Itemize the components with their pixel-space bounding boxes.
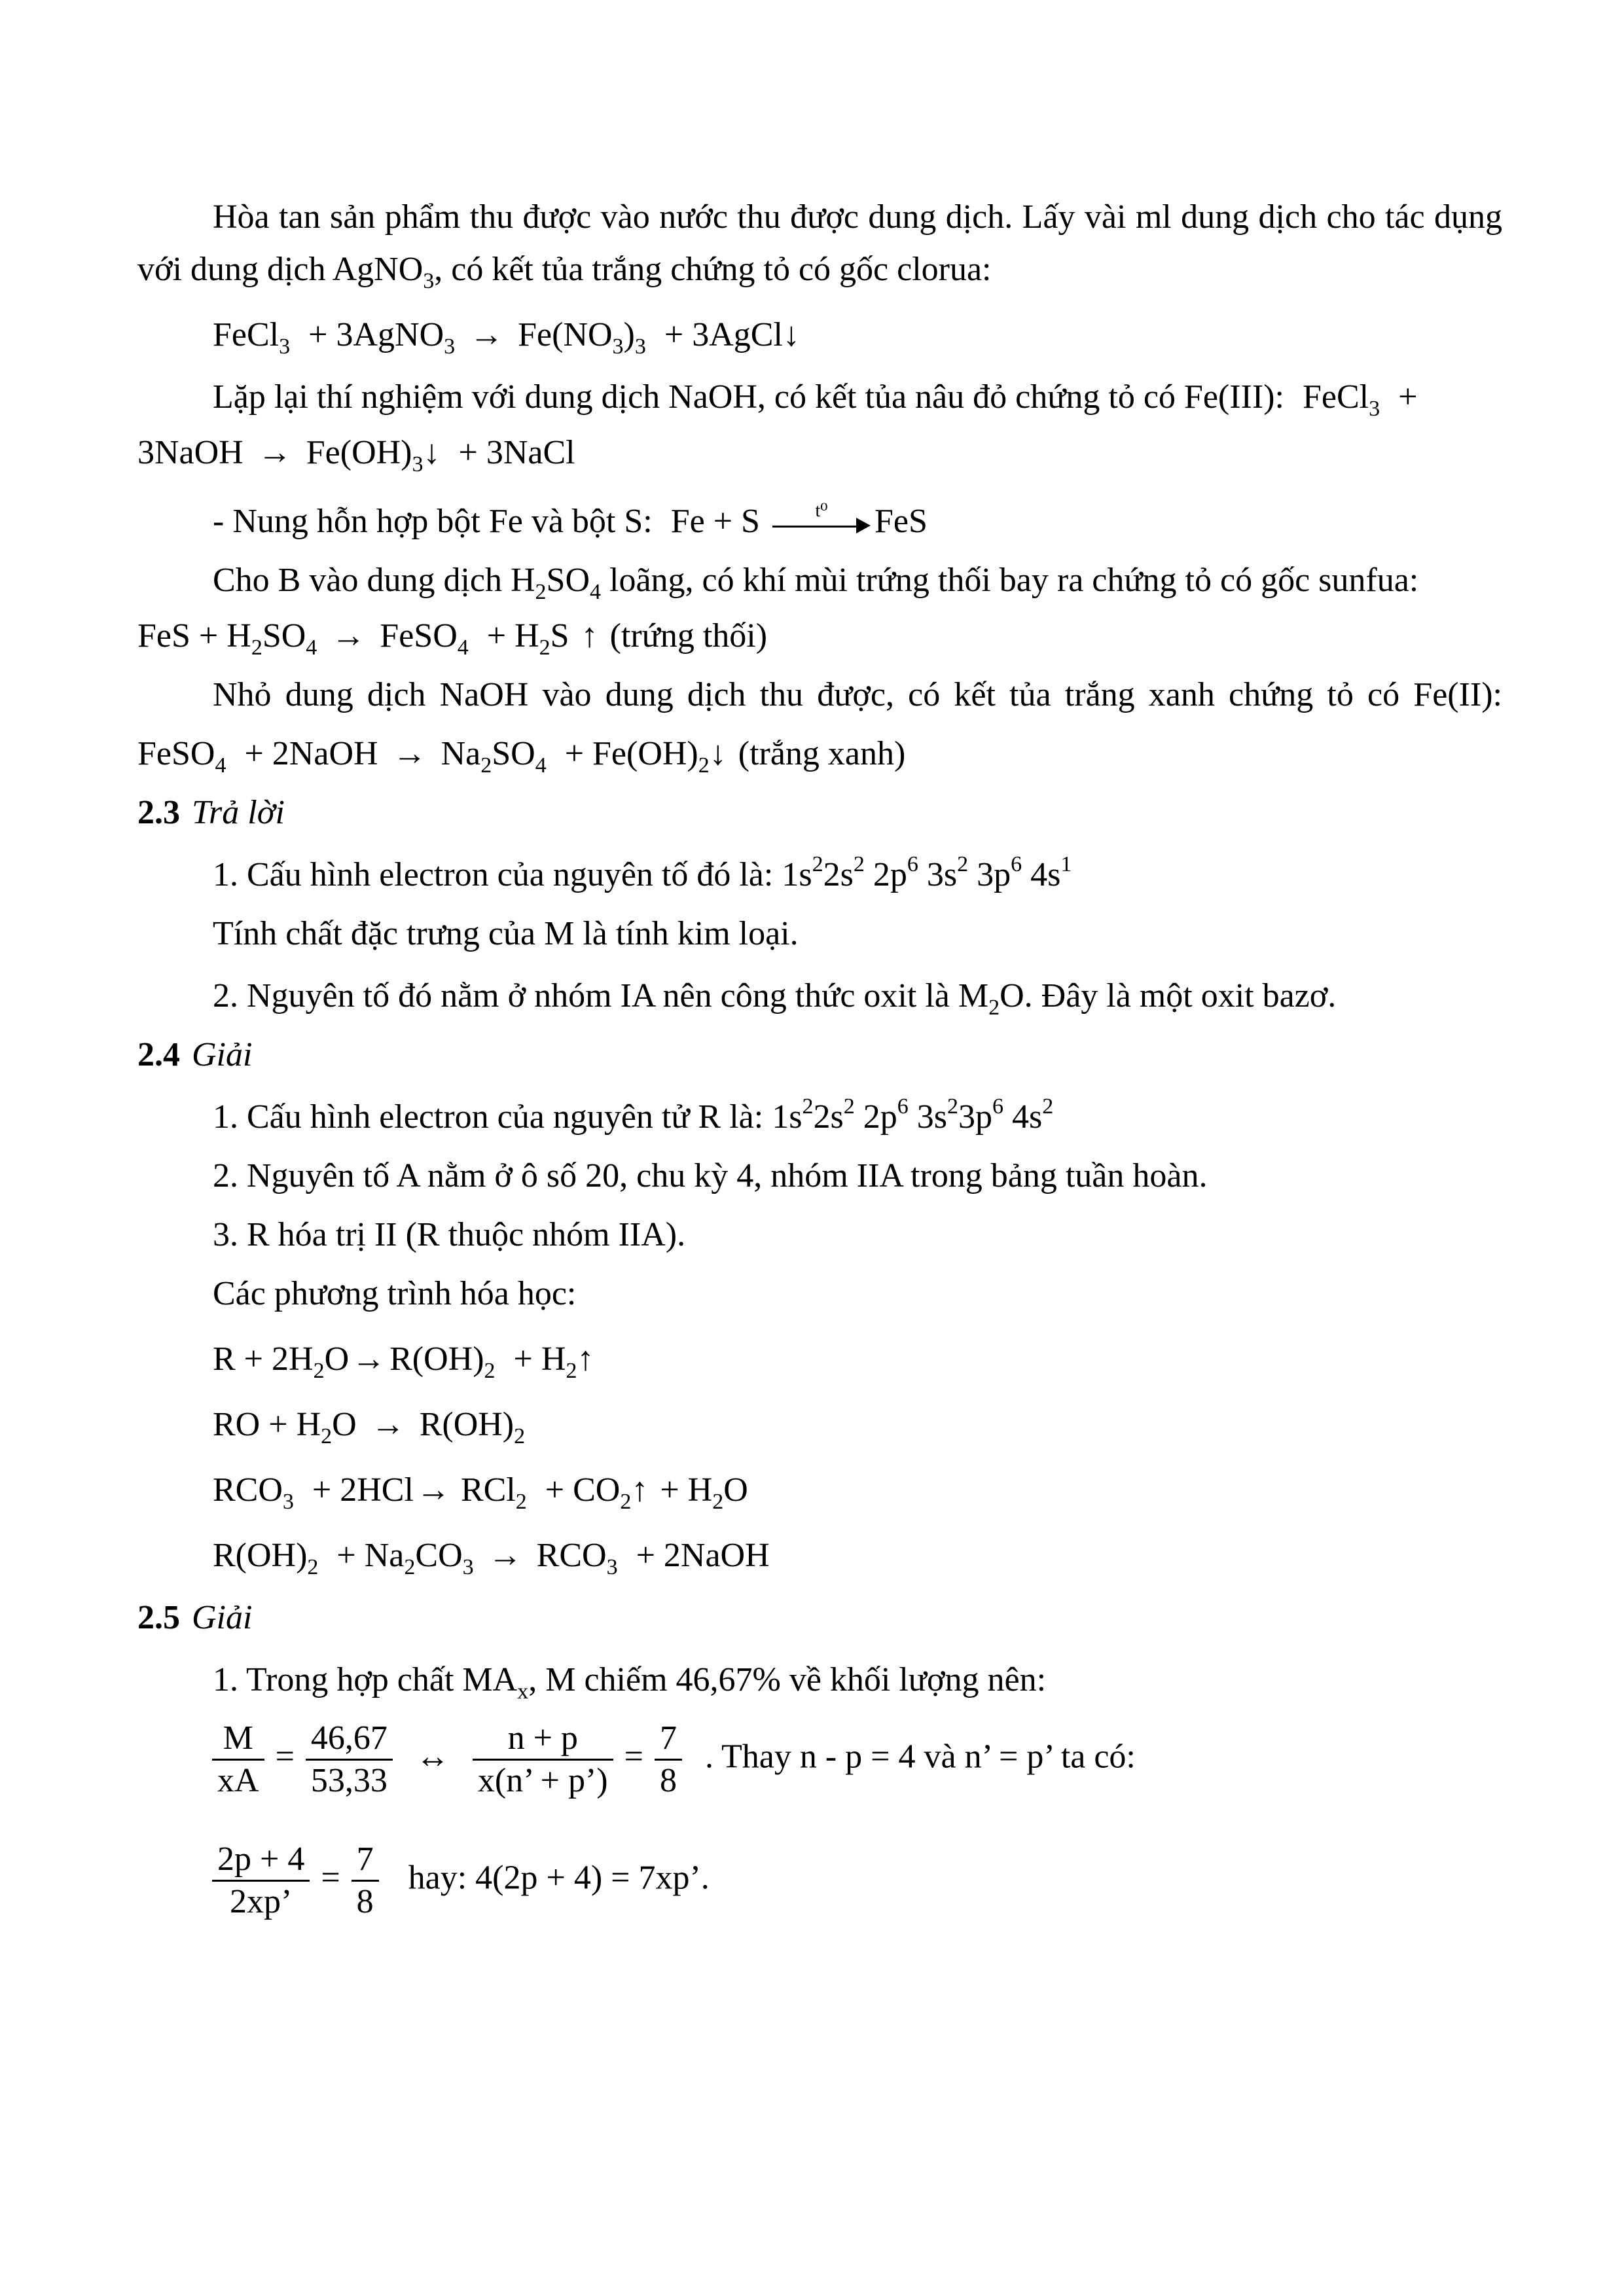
s23-oxide: 2. Nguyên tố đó nằm ở nhóm IA nên công thức oxit là $M_2O$. Đây là một oxit bazơ.: [213, 977, 1337, 1020]
section-2-4-heading: 2.4 Giải: [137, 1036, 253, 1073]
equation-roh2-na2co3: $R(OH)_2 + Na_2CO_3 \to RCO_3$ + 2NaOH: [213, 1537, 770, 1579]
equation-r-water: $R + 2H_2O\to R(OH)_2$ + $H_2↑$: [213, 1340, 594, 1383]
precipitate-down-arrow: ↓: [423, 434, 441, 471]
equation-fes-h2so4: FeS + $H_2SO_4$ → FeSO$_4$ + $H_2S$ ↑ (trứng thối): [137, 617, 768, 660]
para-dissolve-line2: với dung dịch AgNO$_3$, có kết tủa trắng chứng tỏ có gốc clorua:: [137, 251, 992, 293]
s24-equations-label: Các phương trình hóa học:: [213, 1275, 577, 1312]
heating-arrow: t⁰: [772, 501, 871, 543]
s25-fraction-equation: $\frac{M}{xA}$ = $\frac{46,67}{53,33}$ ↔ $\frac{n + p}{x(n’ + p’)}$ = $\frac{7}{8}$ . Thay n - p = 4 và n’ = p’ ta có:: [209, 1718, 1136, 1801]
s24-valence: 3. R hóa trị II (R thuộc nhóm IIA).: [213, 1216, 686, 1253]
s24-position: 2. Nguyên tố A nằm ở ô số 20, chu kỳ 4, nhóm IIA trong bảng tuần hoàn.: [213, 1157, 1208, 1194]
fraction-percent: $\frac{46,67}{53,33}$: [306, 1718, 393, 1801]
para-naoh-test-line2: 3NaOH → $Fe(OH)_3↓$ + 3NaCl: [137, 434, 575, 476]
fraction-7-8: $\frac{7}{8}$: [655, 1718, 682, 1801]
para-naoh-test-line1: Lặp lại thí nghiệm với dung dịch NaOH, có kết tủa nâu đỏ chứng tỏ có Fe(III): FeCl$_3$ +: [213, 378, 1418, 421]
equation-rco3-hcl: $RCO_3 + 2HCl\to RCl_2$ + $CO_2↑ + H_2O$: [213, 1471, 748, 1514]
s23-electron-config: 1. Cấu hình electron của nguyên tố đó là: $1s^22s^2$ $2p^6$ $3s^2$ $3p^6$ $4s^1$: [213, 852, 1072, 893]
fraction-m-xa: $\frac{M}{xA}$: [212, 1718, 264, 1801]
s23-property: Tính chất đặc trưng của M là tính kim loại.: [213, 915, 799, 952]
gas-up-arrow: ↑: [581, 617, 598, 655]
equation-feso4-naoh: FeSO$_4$ + 2NaOH → $Na_2SO_4$ + $Fe(OH)_2↓$ (trắng xanh): [137, 735, 906, 778]
section-2-5-heading: 2.5 Giải: [137, 1599, 253, 1636]
precipitate-down-arrow: ↓: [782, 316, 800, 353]
equation-ro-water: RO + $H_2O \to R(OH)_2$: [213, 1406, 526, 1448]
equation-fecl3-agno3: FeCl$_3$ + 3AgNO$_3$ → $Fe(NO_3)_3$ + 3AgCl↓: [213, 314, 800, 356]
para-heat-fe-s: - Nung hỗn hợp bột Fe và bột S: Fe + S t⁰ FeS: [213, 501, 928, 543]
s25-compound: 1. Trong hợp chất $MA_x$, M chiếm 46,67% về khối lượng nên:: [213, 1661, 1047, 1704]
para-fe2-test-line1: Nhỏ dung dịch NaOH vào dung dịch thu được, có kết tủa trắng xanh chứng tỏ có Fe(II):: [213, 676, 1502, 713]
fraction-n-p: $\frac{n + p}{x(n’ + p’)}$: [473, 1718, 613, 1801]
para-dissolve-line1: Hòa tan sản phẩm thu được vào nước thu được dung dịch. Lấy vài ml dung dịch cho tác dụng: [213, 198, 1502, 236]
gas-up-arrow: ↑: [577, 1340, 594, 1378]
reaction-arrow: →: [469, 316, 504, 353]
section-2-3-heading: 2.3 Trả lời: [137, 794, 285, 831]
s25-derived-equation: $\frac{2p + 4}{2xp’}$ = $\frac{7}{8}$ hay: 4(2p + 4) = 7xp’.: [209, 1839, 710, 1922]
s24-electron-config: 1. Cấu hình electron của nguyên tử R là: $1s^22s^2$ $2p^6$ $3s^23p^6$ $4s^2$: [213, 1094, 1054, 1136]
precipitate-down-arrow: ↓: [709, 735, 727, 772]
fraction-7-8-b: $\frac{7}{8}$: [352, 1839, 379, 1922]
para-h2so4-line1: Cho B vào dung dịch $H_2SO_4$ loãng, có khí mùi trứng thối bay ra chứng tỏ có gốc sunfua:: [213, 562, 1419, 604]
gas-up-arrow: ↑: [631, 1471, 649, 1509]
fraction-2p4-2xp: $\frac{2p + 4}{2xp’}$: [212, 1839, 310, 1922]
